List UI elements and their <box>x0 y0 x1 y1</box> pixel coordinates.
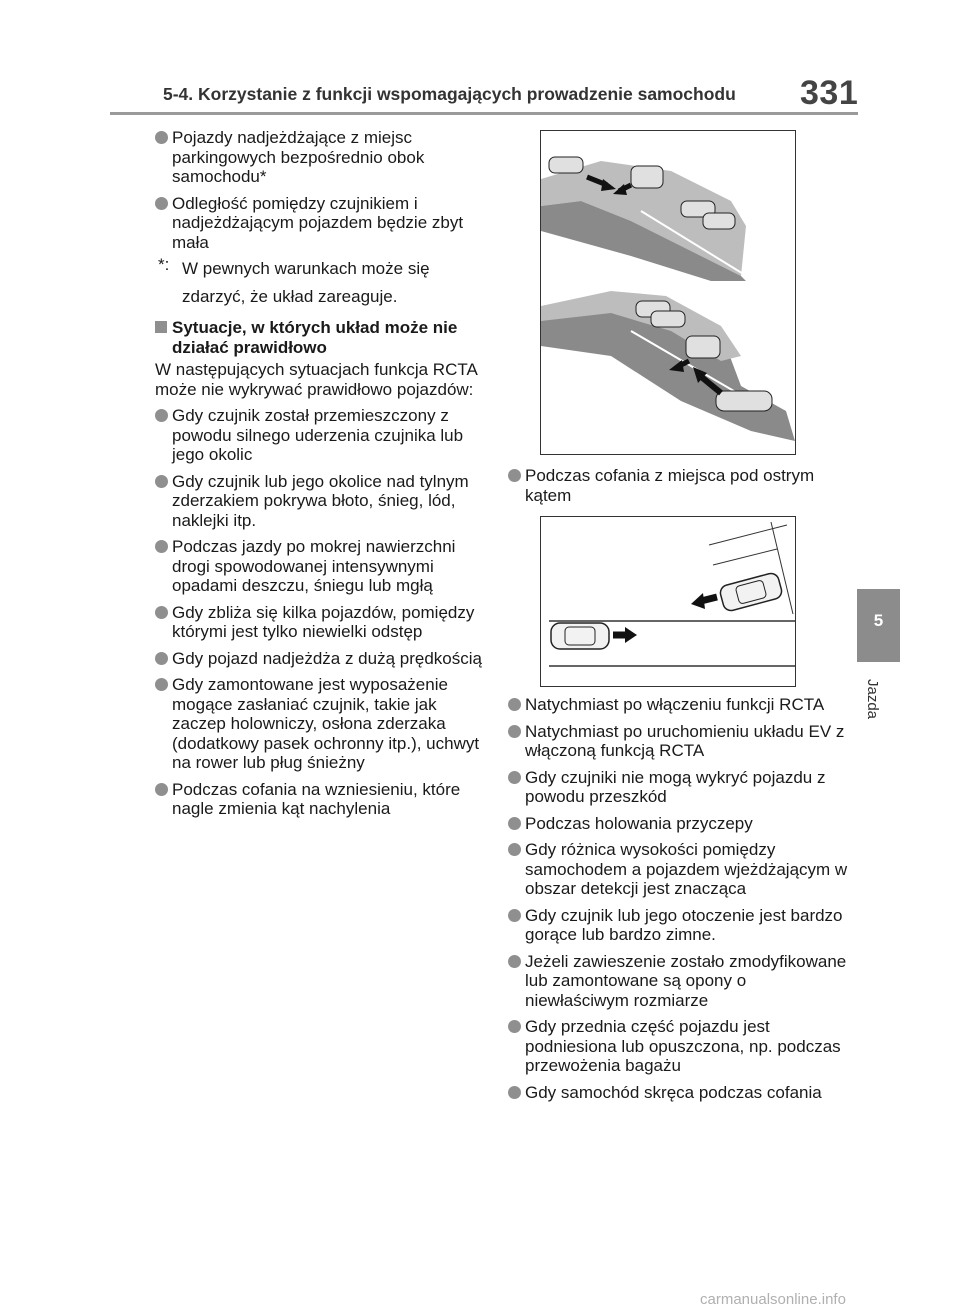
list-item: Natychmiast po uruchomieniu układu EV z włączoną funkcją RCTA <box>508 722 848 761</box>
list-item: Odległość pomiędzy czujnikiem i nadjeżdżającym pojazdem będzie zbyt mała <box>155 194 490 253</box>
list-item: Gdy czujnik lub jego otoczenie jest bardzo gorące lub bardzo zimne. <box>508 906 848 945</box>
list-item: Pojazdy nadjeżdżające z miejsc parkingowych bezpośrednio obok samochodu* <box>155 128 490 187</box>
bullet-icon <box>155 409 168 422</box>
list-item: Gdy pojazd nadjeżdża z dużą prędkością <box>155 649 490 669</box>
bullet-icon <box>508 817 521 830</box>
bullet-icon <box>508 469 521 482</box>
list-item: Gdy zbliża się kilka pojazdów, pomiędzy którymi jest tylko niewielki odstęp <box>155 603 490 642</box>
running-header: 5-4. Korzystanie z funkcji wspomagających prowadzenie samochodu <box>163 84 736 104</box>
list-item: Gdy czujnik został przemieszczony z powodu silnego uderzenia czujnika lub jego okolic <box>155 406 490 465</box>
list-item: Gdy różnica wysokości pomiędzy samochodem a pojazdem wjeżdżającym w obszar detekcji jest znacząca <box>508 840 848 899</box>
bullet-icon <box>155 652 168 665</box>
bullet-icon <box>508 771 521 784</box>
chapter-number: 5 <box>873 611 884 630</box>
bullet-icon <box>155 606 168 619</box>
bullet-icon <box>155 783 168 796</box>
list-item: Gdy czujniki nie mogą wykryć pojazdu z powodu przeszkód <box>508 768 848 807</box>
slope-illustration <box>540 130 796 455</box>
bullet-icon <box>508 843 521 856</box>
list-item: Gdy samochód skręca podczas cofania <box>508 1083 848 1103</box>
bullet-icon <box>155 475 168 488</box>
header-rule <box>110 112 858 115</box>
right-column <box>508 466 848 1109</box>
bullet-icon <box>508 1086 521 1099</box>
bullet-icon <box>508 955 521 968</box>
bullet-icon <box>155 540 168 553</box>
bullet-icon <box>155 678 168 691</box>
square-bullet-icon <box>155 321 167 333</box>
list-item: Gdy czujnik lub jego okolice nad tylnym zderzakiem pokrywa błoto, śnieg, lód, naklejki itp. <box>155 472 490 531</box>
watermark: carmanualsonline.info <box>700 1291 846 1308</box>
chapter-tab[interactable] <box>857 589 900 662</box>
list-item: Jeżeli zawieszenie zostało zmodyfikowane lub zamontowane są opony o niewłaściwym rozmiarze <box>508 952 848 1011</box>
list-item: Podczas jazdy po mokrej nawierzchni drogi spowodowanej intensywnymi opadami deszczu, śniegu lub mgłą <box>155 537 490 596</box>
bullet-icon <box>155 197 168 210</box>
list-item: Natychmiast po włączeniu funkcji RCTA <box>508 695 848 715</box>
list-item: Gdy zamontowane jest wyposażenie mogące zasłaniać czujnik, takie jak zaczep holowniczy, osłona zderzaka (dodatkowy pasek ochronny itp.), uchwyt na rower lub pług śnieżny <box>155 675 490 773</box>
bullet-icon <box>508 698 521 711</box>
page-number: 331 <box>800 74 859 112</box>
list-item: Podczas cofania na wzniesieniu, które nagle zmienia kąt nachylenia <box>155 780 490 819</box>
list-item: Podczas cofania z miejsca pod ostrym kątem <box>508 466 848 505</box>
bullet-icon <box>508 909 521 922</box>
bullet-icon <box>155 131 168 144</box>
slope-illustration-svg <box>541 131 795 454</box>
left-column <box>155 128 490 826</box>
bullet-icon <box>508 725 521 738</box>
intro-paragraph: W następujących sytuacjach funkcja RCTA może nie wykrywać prawidłowo pojazdów: <box>155 360 477 399</box>
footnote: *: W pewnych warunkach może się zdarzyć, że układ zareaguje. <box>158 255 430 306</box>
bullet-icon <box>508 1020 521 1033</box>
chapter-label: Jazda <box>864 679 881 720</box>
list-item: Podczas holowania przyczepy <box>508 814 848 834</box>
list-item: Gdy przednia część pojazdu jest podniesiona lub opuszczona, np. podczas przewożenia bagażu <box>508 1017 848 1076</box>
section-heading: Sytuacje, w których układ może nie działać prawidłowo <box>155 318 490 357</box>
